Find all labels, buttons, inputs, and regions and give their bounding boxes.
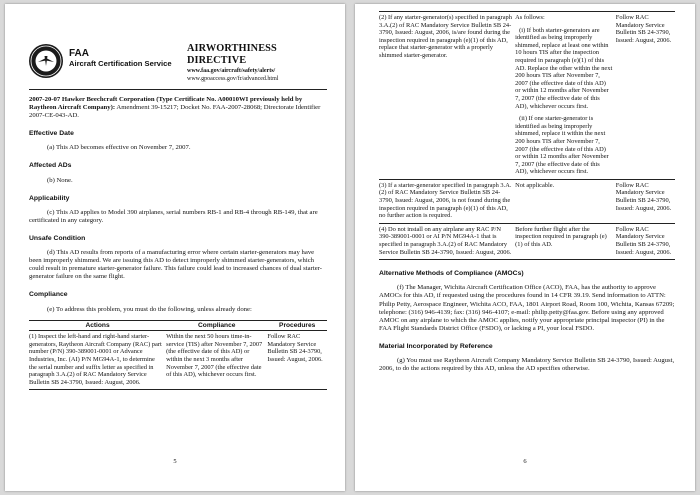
title-block xyxy=(187,40,327,83)
table-row xyxy=(29,331,327,390)
table-header-row xyxy=(29,320,327,331)
org-service: Aircraft Certification Service xyxy=(69,59,172,68)
text-unsafe-condition: (d) This AD results from reports of a manufacturing error where certain starter-generators may have been improperly shimmed. We are issuing this AD to detect improperly shimmed starter-generators, which could result in premature starter-generator failure. This failure could lead to increased chances of dual starter-generator failure on the same flight. xyxy=(29,249,322,281)
col-header-procedures: Procedures xyxy=(267,320,327,331)
page-5 xyxy=(5,4,345,491)
table-row xyxy=(379,223,675,259)
row2-compliance-ii: (ii) If one starter-generator is identified as being improperly shimmed, replace it within the next 200 hours TIS after November 7, 2007 (the effective date of this AD) or within 12 months after November 7, 2007 (the effective date of this AD), whichever occurs first. xyxy=(515,115,609,176)
row3-action: (3) If a starter-generator specified in paragraph 3.A.(2) of RAC Mandatory Service Bulletin SB 24-3790, Issued: August, 2006, is not found during the inspection required in paragraph (e)(1) of this AD, no further action is required. xyxy=(379,179,515,223)
organization-block xyxy=(69,40,172,69)
text-compliance: (e) To address this problem, you must do the following, unless already done: xyxy=(47,305,252,313)
document-header xyxy=(29,40,327,90)
intro-paragraph xyxy=(29,96,327,120)
page-number-right: 6 xyxy=(523,458,527,465)
intro-rest: Amendment 39-15217; Docket No. FAA-2007-28068; Directorate Identifier 2007-CE-043-AD. xyxy=(29,104,321,120)
row4-compliance: Before further flight after the inspection required in paragraph (e)(1) of this AD. xyxy=(515,223,616,259)
row2-procedure: Follow RAC Mandatory Service Bulletin SB 24-3790, Issued: August, 2006. xyxy=(616,12,675,180)
intro-bold: 2007-20-07 Hawker Beechcraft Corporation (Type Certificate No. A00010WI previously held by Raytheon Aircraft Company): xyxy=(29,96,303,112)
text-amocs: (f) The Manager, Wichita Aircraft Certification Office (ACO), FAA, has the authority to approve AMOCs for this AD, if requested using the procedures found in 14 CFR 39.19. Send information to ATTN: Philip Petty, Aerospace Engineer, Wichita ACO, FAA, 1801 Airport Road, Room 100, Wichita, Kansas 67209; telephone: (316) 946-4139; fax: (316) 946-4107; e-mail: philip.petty@faa.gov. Before using any approved AMOC on any airplane to which the AMOC applies, notify your appropriate principal inspector (PI) in the FAA Flight Standards District Office (FSDO), or lacking a PI, your local FSDO. xyxy=(379,284,675,332)
heading-incorporated-by-reference: Material Incorporated by Reference xyxy=(379,342,493,350)
row4-procedure: Follow RAC Mandatory Service Bulletin SB 24-3790, Issued: August, 2006. xyxy=(616,223,675,259)
compliance-table-continued xyxy=(379,11,675,260)
col-header-compliance: Compliance xyxy=(166,320,267,331)
compliance-table xyxy=(29,320,327,391)
url-primary[interactable]: www.faa.gov/aircraft/safety/alerts/ xyxy=(187,68,276,74)
document-title: AIRWORTHINESS DIRECTIVE xyxy=(187,43,277,66)
heading-effective-date: Effective Date xyxy=(29,130,74,138)
row3-procedure: Follow RAC Mandatory Service Bulletin SB 24-3790, Issued: August, 2006. xyxy=(616,179,675,223)
text-incorporated-by-reference: (g) You must use Raytheon Aircraft Company Mandatory Service Bulletin SB 24-3790, Issued: August, 2006, to do the actions required by this AD, unless the AD specifies otherwise. xyxy=(379,356,675,373)
page-6 xyxy=(355,4,695,491)
text-applicability: (c) This AD applies to Model 390 airplanes, serial numbers RB-1 and RB-4 through RB-149, that are certificated in any category. xyxy=(29,208,318,224)
text-effective-date: (a) This AD becomes effective on November 7, 2007. xyxy=(47,144,191,152)
heading-applicability: Applicability xyxy=(29,194,70,202)
page-number-left: 5 xyxy=(173,458,177,465)
url-secondary[interactable]: www.gpoaccess.gov/fr/advanced.html xyxy=(187,76,279,82)
heading-affected-ads: Affected ADs xyxy=(29,162,72,170)
heading-compliance: Compliance xyxy=(29,291,68,299)
row1-procedure: Follow RAC Mandatory Service Bulletin SB 24-3790, Issued: August, 2006. xyxy=(267,331,327,390)
org-name: FAA xyxy=(69,48,89,59)
row2-action: (2) If any starter-generator(s) specified in paragraph 3.A.(2) of RAC Mandatory Service Bulletin SB 24-3790, Issued: August, 2006, is/are found during the inspection required in paragraph (e)(1) of this AD, replace that starter-generator with a properly shimmed starter-generator. xyxy=(379,12,515,180)
heading-amocs: Alternative Methods of Compliance (AMOCs) xyxy=(379,270,524,278)
row4-action: (4) Do not install on any airplane any RAC P/N 390-389001-0001 or AI P/N MG94A-1 that is specified in paragraph 3.A.(2) of RAC Mandatory Service Bulletin SB 24-3790, Issued: August, 2006. xyxy=(379,223,515,259)
row3-compliance: Not applicable. xyxy=(515,179,616,223)
row2-compliance-lead: As follows: xyxy=(515,14,545,21)
row2-compliance xyxy=(515,12,616,180)
col-header-actions: Actions xyxy=(29,320,166,331)
table-row xyxy=(379,12,675,180)
faa-seal-icon xyxy=(29,44,63,78)
text-affected-ads: (b) None. xyxy=(47,176,73,184)
row1-compliance: Within the next 50 hours time-in-service (TIS) after November 7, 2007 (the effective date of this AD) or within the next 3 months after November 7, 2007 (the effective date of this AD), whichever occurs first. xyxy=(166,331,267,390)
table-row xyxy=(379,179,675,223)
row2-compliance-i: (i) If both starter-generators are identified as being improperly shimmed, replace at least one within 10 hours TIS after the inspection required in paragraph (e)(1) of this AD. Replace the other within the next 200 hours TIS after November 7, 2007 (the effective date of this AD) or within 12 months after November 7, 2007 (the effective date of this AD), whichever occurs first. xyxy=(515,26,613,110)
heading-unsafe-condition: Unsafe Condition xyxy=(29,234,86,242)
row1-action: (1) Inspect the left-hand and right-hand starter-generators, Raytheon Aircraft Company (RAC) part number (P/N) 390-389001-0001 or Advance Industries, Inc. (AI) P/N MG94A-1, to determine the serial number and suffix letter as specified in paragraph 3.A.(2) of RAC Mandatory Service Bulletin SB 24-3790, Issued: August, 2006. xyxy=(29,331,166,390)
